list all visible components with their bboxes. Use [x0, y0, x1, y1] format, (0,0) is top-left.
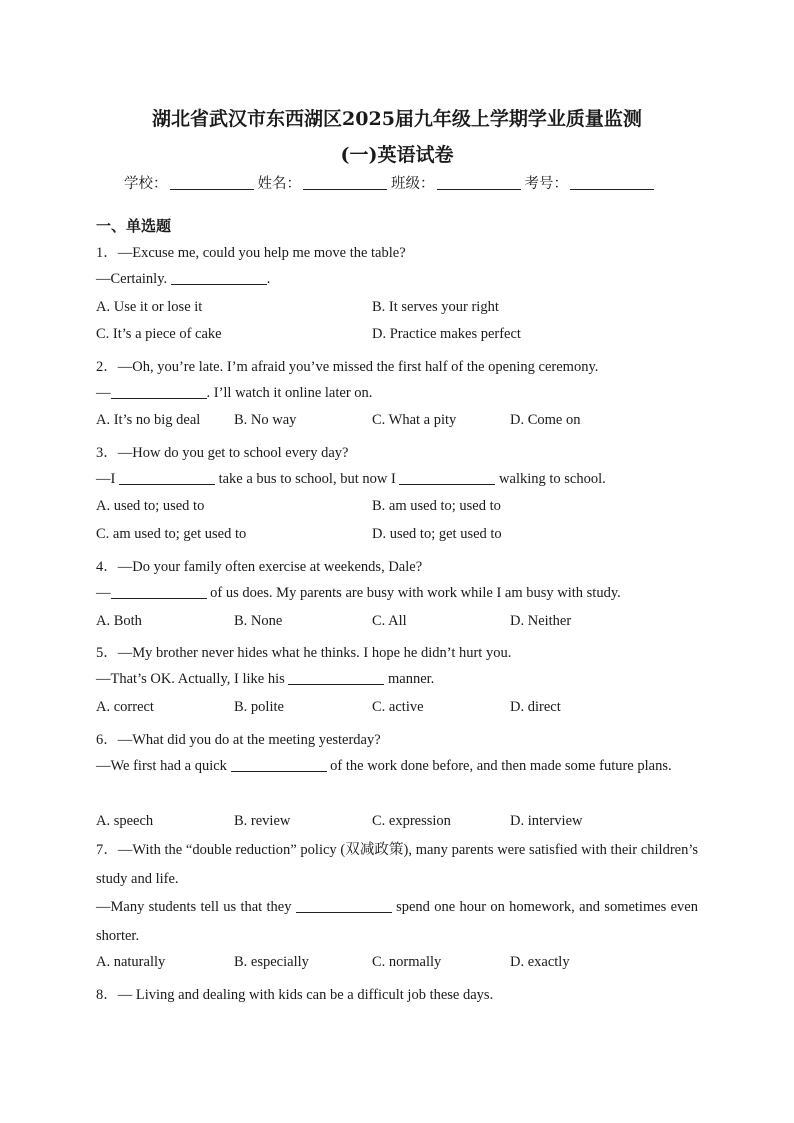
question-number: 8． — [96, 987, 118, 1003]
question-2 — [96, 355, 598, 376]
answer-blank[interactable] — [111, 385, 207, 399]
option-c[interactable]: C. expression — [372, 813, 451, 829]
question-text: —My brother never hides what he thinks. I hope he didn’t hurt you. — [117, 645, 512, 661]
section-title: 一、单选题 — [96, 217, 172, 235]
question-1 — [96, 241, 406, 262]
option-d[interactable]: D. interview — [510, 813, 583, 829]
option-b[interactable]: B. polite — [234, 699, 284, 715]
question-text: —How do you get to school every day? — [117, 445, 349, 461]
answer-5 — [96, 671, 434, 688]
option-d[interactable]: D. direct — [510, 699, 561, 715]
answer-text: — — [96, 385, 111, 401]
answer-text: — — [96, 585, 111, 601]
question-number: 4． — [96, 559, 118, 575]
class-label: 班级： — [391, 176, 435, 192]
answer-blank[interactable] — [296, 899, 392, 913]
question-text: — Living and dealing with kids can be a difficult job these days. — [117, 987, 494, 1003]
question-3 — [96, 441, 349, 462]
option-a[interactable]: A. speech — [96, 813, 154, 829]
question-number: 6． — [96, 732, 118, 748]
question-text: —Excuse me, could you help me move the table? — [117, 245, 406, 261]
answer-text: manner. — [384, 671, 435, 687]
answer-blank[interactable] — [119, 471, 215, 485]
answer-6 — [96, 752, 698, 781]
answer-blank[interactable] — [399, 471, 495, 485]
question-5 — [96, 641, 511, 662]
option-a[interactable]: A. It’s no big deal — [96, 412, 201, 428]
answer-blank[interactable] — [111, 585, 207, 599]
option-d[interactable]: D. used to; get used to — [372, 526, 502, 542]
option-a[interactable]: A. correct — [96, 699, 154, 715]
question-number: 3． — [96, 445, 118, 461]
option-c[interactable]: C. normally — [372, 954, 442, 970]
answer-blank[interactable] — [288, 671, 384, 685]
option-c[interactable]: C. am used to; get used to — [96, 526, 247, 542]
question-number: 1． — [96, 245, 118, 261]
question-number: 7． — [96, 842, 118, 858]
option-c[interactable]: C. It’s a piece of cake — [96, 326, 222, 342]
school-blank[interactable] — [170, 175, 254, 190]
answer-text: of us does. My parents are busy with work while I am busy with study. — [206, 585, 621, 601]
option-b[interactable]: B. No way — [234, 412, 297, 428]
answer-text: take a bus to school, but now I — [214, 471, 400, 487]
option-b[interactable]: B. am used to; used to — [372, 498, 501, 514]
answer-text: . — [266, 271, 271, 287]
question-number: 2． — [96, 359, 118, 375]
exam-title-line2: (一)英语试卷 — [340, 144, 454, 166]
school-label: 学校： — [124, 176, 168, 192]
option-a[interactable]: A. used to; used to — [96, 498, 205, 514]
option-a[interactable]: A. naturally — [96, 954, 166, 970]
question-4 — [96, 555, 422, 576]
answer-text: —I — [96, 471, 119, 487]
question-text: —With the “double reduction” policy (双减政策), many parents were satisfied with their children’s study and life. — [96, 842, 699, 887]
question-number: 5． — [96, 645, 118, 661]
question-text: —Do your family often exercise at weekends, Dale? — [117, 559, 423, 575]
name-blank[interactable] — [303, 175, 387, 190]
question-8 — [96, 983, 493, 1004]
answer-text: walking to school. — [495, 471, 606, 487]
exam-number-label: 考号： — [524, 176, 568, 192]
answer-text: —We first had a quick — [96, 758, 231, 774]
option-c[interactable]: C. What a pity — [372, 412, 457, 428]
answer-text: . I’ll watch it online later on. — [206, 385, 373, 401]
answer-text: —That’s OK. Actually, I like his — [96, 671, 289, 687]
option-d[interactable]: D. exactly — [510, 954, 570, 970]
answer-text: —Many students tell us that they — [96, 899, 296, 915]
class-blank[interactable] — [437, 175, 521, 190]
option-c[interactable]: C. active — [372, 699, 424, 715]
answer-blank[interactable] — [171, 271, 267, 285]
answer-text: of the work done before, and then made some future plans. — [326, 758, 672, 774]
answer-7 — [96, 893, 698, 951]
option-b[interactable]: B. review — [234, 813, 291, 829]
exam-number-blank[interactable] — [570, 175, 654, 190]
option-b[interactable]: B. It serves your right — [372, 299, 499, 315]
answer-3 — [96, 471, 606, 488]
option-c[interactable]: C. All — [372, 613, 407, 629]
option-a[interactable]: A. Use it or lose it — [96, 299, 203, 315]
answer-blank[interactable] — [231, 758, 327, 772]
option-d[interactable]: D. Neither — [510, 613, 572, 629]
question-7 — [96, 836, 698, 894]
answer-2 — [96, 385, 372, 402]
question-6 — [96, 728, 381, 749]
answer-text: —Certainly. — [96, 271, 171, 287]
student-info-row — [124, 172, 658, 193]
exam-title-line1: 湖北省武汉市东西湖区2025届九年级上学期学业质量监测 — [152, 108, 642, 130]
question-text: —Oh, you’re late. I’m afraid you’ve missed the first half of the opening ceremony. — [117, 359, 599, 375]
option-d[interactable]: D. Come on — [510, 412, 581, 428]
answer-1 — [96, 271, 270, 288]
question-text: —What did you do at the meeting yesterday? — [117, 732, 381, 748]
option-a[interactable]: A. Both — [96, 613, 142, 629]
answer-text: spend one hour on homework, and sometimes even shorter. — [96, 899, 698, 944]
option-d[interactable]: D. Practice makes perfect — [372, 326, 521, 342]
name-label: 姓名： — [257, 176, 301, 192]
answer-4 — [96, 585, 621, 602]
option-b[interactable]: B. especially — [234, 954, 309, 970]
option-b[interactable]: B. None — [234, 613, 283, 629]
